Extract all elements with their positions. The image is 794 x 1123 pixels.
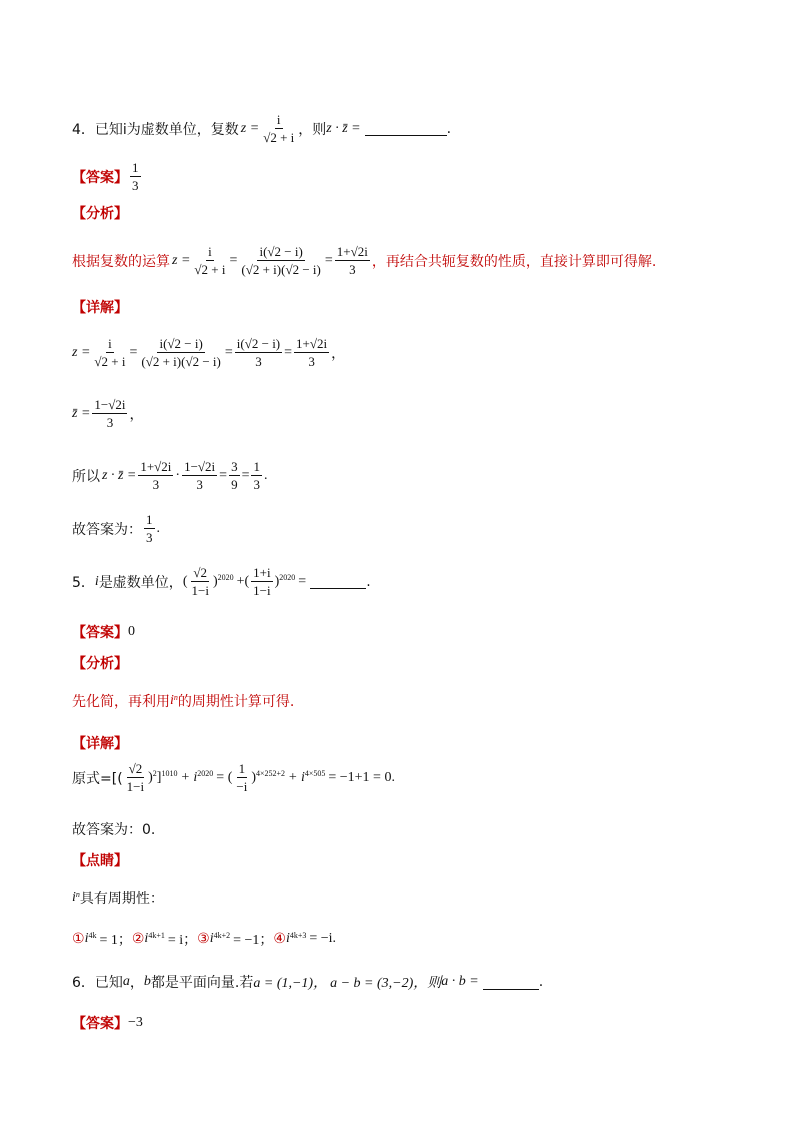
q4-suffix: ，则 (298, 121, 327, 138)
detail-4-line-3: 所以 z · z̄ = $\frac{1+√2i}{3}$ · $\frac{1-√2i}{3}$ = $\frac{3}{9}$ = $\frac{1}{3}$ . (72, 459, 268, 492)
answer-5: 【答案】 0 (72, 624, 135, 641)
fraction: $\frac{3}{9}$ (231, 459, 238, 492)
detail-4-line-1: z = $\frac{i}{√2 + i}$ = $\frac{i(√2 - i)}{(√2 + i)(√2 - i)}$ = $\frac{i(√2 - i)}{3}$ = $\frac{1+√2i}{3}$ ， (72, 336, 346, 369)
fraction: $\frac{i(√2 - i)}{3}$ (236, 336, 281, 369)
fraction: $\frac{1}{-i}$ (236, 761, 248, 794)
fraction: $\frac{1+√2i}{3}$ (296, 336, 328, 369)
fraction: $\frac{1}{3}$ (253, 459, 260, 492)
analysis-4-tag: 【分析】 (72, 206, 128, 222)
analysis-5-tag: 【分析】 (72, 656, 128, 672)
q4-prefix: 4．已知i为虚数单位，复数 (72, 121, 239, 138)
fraction: $\frac{1+√2i}{3}$ (336, 244, 368, 277)
analysis-5: 先化简，再利用 i n 的周期性计算可得. (72, 692, 295, 710)
point-5-line-2: ① i 4k = 1； ② i 4k+1 = i； ③ i 4k+2 = −1； ④ i 4k+3 = −i . (72, 930, 337, 948)
answer-4 (72, 160, 143, 193)
point-5-tag: 【点睛】 (72, 853, 128, 869)
question-4 (72, 112, 451, 145)
detail-5: 原式=[( $\frac{√2}{1-i}$ ) 2 ] 1010 + i 2020 = ( $\frac{1}{-i}$ ) 4×252+2 + i 4×505 = −1+1 = 0 . (72, 761, 395, 794)
fraction: $\frac{√2}{1-i}$ (191, 565, 209, 598)
question-5: 5． i 是虚数单位， ( $\frac{√2}{1-i}$ ) 2020 +( $\frac{1+i}{1-i}$ ) 2020 = . (72, 565, 371, 598)
analysis-4: 根据复数的运算 z = $\frac{i}{√2 + i}$ = $\frac{i(√2 - i)}{(√2 + i)(√2 - i)}$ = $\frac{1+√2i}{3}$ ，再结合共轭复数的性质，直接计算即可得解. (72, 244, 657, 277)
fraction: $\frac{1-√2i}{3}$ (184, 459, 216, 492)
answer-blank (365, 121, 447, 136)
detail-5-final: 故答案为：0. (72, 822, 156, 838)
q4-end: . (446, 120, 452, 137)
q4-fraction: $\frac{i}{√2 + i}$ (263, 112, 295, 145)
detail-5-tag: 【详解】 (72, 736, 128, 752)
answer-blank (310, 574, 366, 589)
q4-zz: z · z̄ = (326, 120, 361, 136)
fraction: $\frac{1}{3}$ (146, 512, 153, 545)
fraction: $\frac{i(√2 - i)}{(√2 + i)(√2 - i)}$ (141, 336, 221, 369)
fraction: $\frac{√2}{1-i}$ (126, 761, 145, 794)
detail-4-line-2: z̄ = $\frac{1-√2i}{3}$ ， (72, 397, 144, 430)
answer-tag: 【答案】 (72, 169, 128, 186)
answer-blank (483, 975, 539, 990)
question-6: 6．已知 a ， b 都是平面向量.若 a = (1,−1)， a − b = (3,−2)，则 a · b = . (72, 974, 544, 991)
detail-4-tag: 【详解】 (72, 300, 128, 316)
fraction: $\frac{1+i}{1-i}$ (253, 565, 271, 598)
detail-4-final: 故答案为： $\frac{1}{3}$ . (72, 512, 160, 545)
answer-6: 【答案】 −3 (72, 1015, 143, 1032)
q4-z-eq: z = (240, 120, 260, 136)
fraction: $\frac{1-√2i}{3}$ (94, 397, 126, 430)
answer-4-fraction: $\frac{1}{3}$ (132, 160, 139, 193)
fraction: $\frac{i}{√2 + i}$ (94, 336, 126, 369)
fraction: $\frac{1+√2i}{3}$ (140, 459, 172, 492)
point-5-line-1: i n 具有周期性： (72, 889, 164, 907)
fraction: $\frac{i(√2 - i)}{(√2 + i)(√2 - i)}$ (241, 244, 321, 277)
fraction: $\frac{i}{√2 + i}$ (194, 244, 226, 277)
